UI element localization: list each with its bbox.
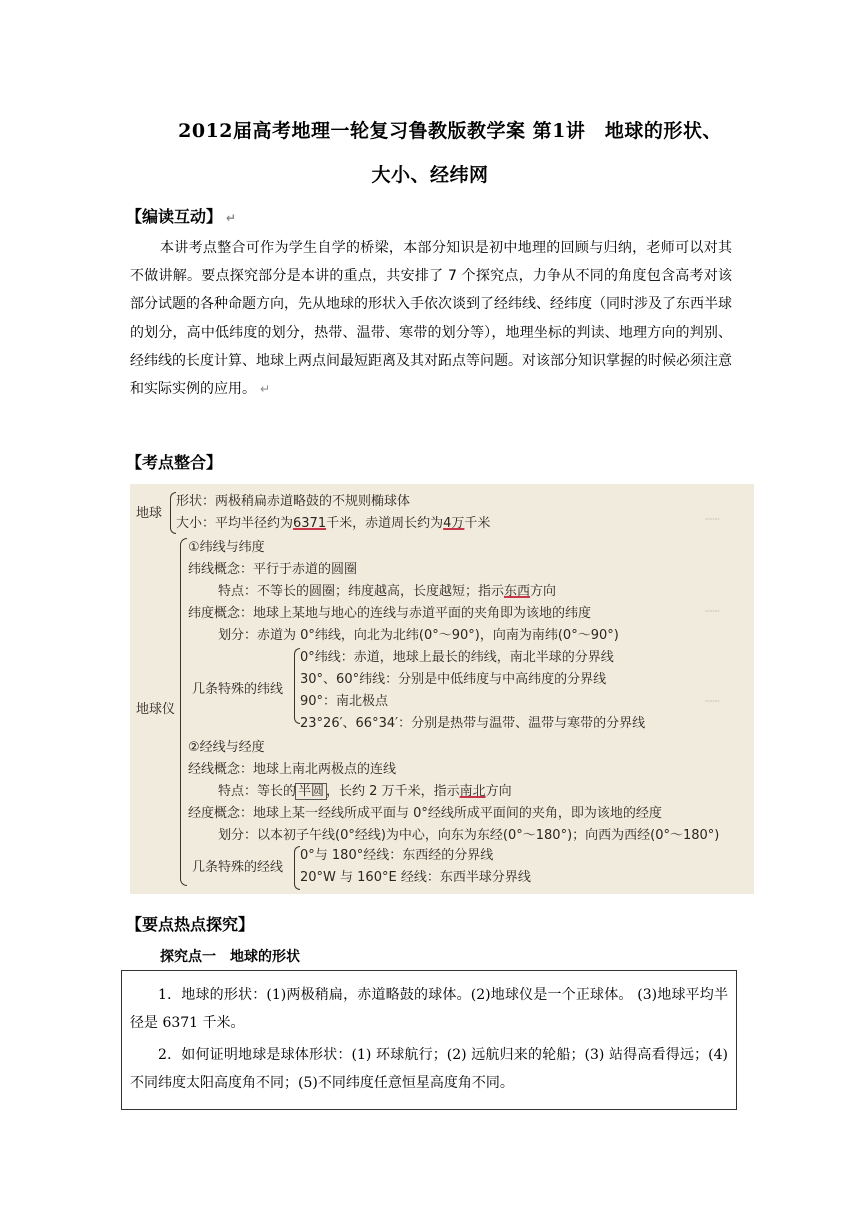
document-title-line2: 大小、经纬网 [371,164,489,186]
fig-text-boxed: 半圆 [298,784,325,799]
fig-label-diqiu: 地球 [136,506,163,521]
fig-s1-concept: 纬线概念：平行于赤道的圆圈 [188,562,358,577]
fig-s2-feature [218,780,512,799]
fig-s1-sp4: 23°26′、66°34′：分别是热带与温带、温带与寒带的分界线 [300,716,646,731]
fig-s1-sp3: 90°：南北极点 [300,694,389,709]
fig-s1-sp2: 30°、60°纬线：分别是中低纬度与中高纬度的分界线 [300,672,607,687]
box-paragraph-1: 1．地球的形状：(1)两极稍扁，赤道略鼓的球体。(2)地球仪是一个正球体。 (3)地球平均半径是 6371 千米。 [130,987,728,1031]
fig-shape-line: 形状：两极稍扁赤道略鼓的不规则椭球体 [176,494,411,509]
knowledge-box [121,970,737,1110]
fig-s2-sp1: 0°与 180°经线：东西经的分界线 [300,848,494,863]
fig-section1: ①纬线与纬度 [188,540,265,555]
section-heading-yaodianredian: 【要点热点探究】 [126,915,255,934]
brace [180,538,187,886]
fig-s2-divide: 划分：以本初子午线(0°经线)为中心，向东为东经(0°～180°)；向西为西经(0°～180°) [218,828,720,843]
return-mark: ↵ [226,211,237,225]
fig-s1-sp1: 0°纬线：赤道，地球上最长的纬线，南北半球的分界线 [300,650,614,665]
fig-text: 方向 [485,784,512,799]
fig-s2-concept: 经线概念：地球上南北两极点的连线 [188,762,397,777]
fig-s1-special: 几条特殊的纬线 [192,682,284,697]
fig-text: 特点：不等长的圆圈；纬度越高，长度越短；指示 [218,584,505,599]
intro-paragraph [130,234,732,403]
section-heading-kaodianzhenghe: 【考点整合】 [126,453,223,472]
bleed-through-text: ┄┄ [705,604,720,618]
fig-text-underlined: 4万 [443,516,465,531]
fig-section2: ②经线与经度 [188,740,265,755]
fig-text-underlined: 6371 [293,516,327,531]
fig-text-underlined: 东西 [504,584,531,599]
intro-text: 本讲考点整合可作为学生自学的桥梁，本部分知识是初中地理的回顾与归纳，老师可以对其不做讲解。要点探究部分是本讲的重点，共安排了 7 个探究点，力争从不同的角度包含高考对该部分试题的各种命题方向，先从地球的形状入手依次谈到了经纬线、经纬度（同时涉及了东西半球的划分，高中低纬度的划分，热带、温带、寒带的划分等），地理坐标的判读、地理方向的判别、经纬线的长度计算、地球上两点间最短距离及其对跖点等问题。对该部分知识掌握的时候必须注意和实际实例的应用。 [130,240,732,398]
fig-s2-sp2: 20°W 与 160°E 经线：东西半球分界线 [300,870,531,885]
fig-s2-special: 几条特殊的经线 [192,860,284,875]
fig-size-line [176,512,490,531]
section-heading-text: 【编读互动】 [126,207,223,226]
fig-text: 千米 [464,516,491,531]
knowledge-structure-figure [130,484,754,894]
subsection-heading: 探究点一 地球的形状 [160,949,300,965]
fig-label-diqiuyi: 地球仪 [136,702,176,717]
fig-text: ，长约 2 万千米，指示 [326,784,460,799]
return-mark: ↵ [260,382,271,397]
section-heading-bianduhudong [126,204,236,227]
fig-s1-divide: 划分：赤道为 0°纬线，向北为北纬(0°～90°)，向南为南纬(0°～90°) [218,628,619,643]
fig-s1-feature [218,580,556,599]
fig-text: 千米，赤道周长约为 [326,516,444,531]
fig-text: 方向 [530,584,557,599]
bleed-through-text: ┄┄ [705,512,720,526]
fig-text: 大小：平均半径约为 [176,516,294,531]
fig-text: 特点：等长的 [218,784,297,799]
bleed-through-text: ┄┄ [705,694,720,708]
fig-s2-lon-concept: 经度概念：地球上某一经线所成平面与 0°经线所成平面间的夹角，即为该地的经度 [188,806,662,821]
box-paragraph-2: 2．如何证明地球是球体形状：(1) 环球航行；(2) 远航归来的轮船；(3) 站得高看得远；(4)不同纬度太阳高度角不同；(5)不同纬度任意恒星高度角不同。 [130,1047,728,1091]
document-title-line1: 2012届高考地理一轮复习鲁教版教学案 第1讲 地球的形状、 [178,120,722,142]
fig-text-underlined: 南北 [459,784,486,799]
fig-s1-lat-concept: 纬度概念：地球上某地与地心的连线与赤道平面的夹角即为该地的纬度 [188,606,592,621]
